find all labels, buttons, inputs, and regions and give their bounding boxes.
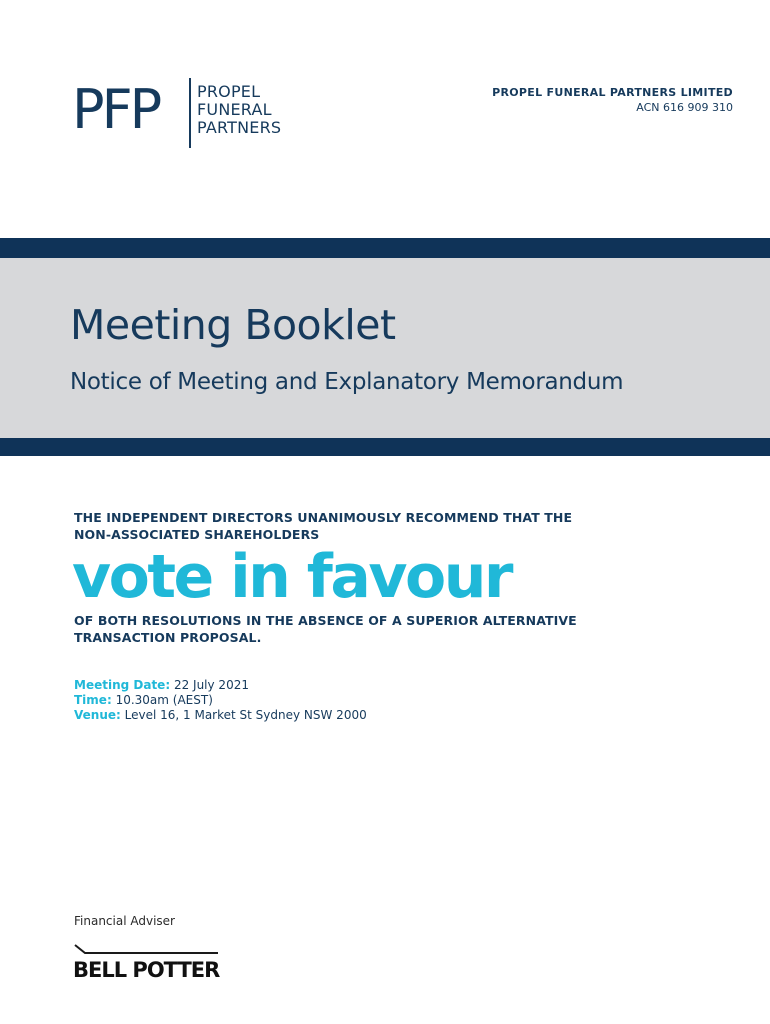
banner-bottom-stripe	[0, 438, 770, 456]
bell-potter-logo: BELL POTTER	[73, 958, 220, 982]
document-title: Meeting Booklet	[70, 301, 396, 349]
recommendation-line: THE INDEPENDENT DIRECTORS UNANIMOUSLY RECOMMEND THAT THE	[74, 510, 573, 525]
banner-top-stripe	[0, 238, 770, 258]
logo-word: PROPEL	[197, 82, 261, 101]
logo-divider	[189, 78, 191, 148]
financial-adviser-label: Financial Adviser	[74, 914, 175, 928]
bell-potter-rule	[94, 952, 218, 954]
company-name: PROPEL FUNERAL PARTNERS LIMITED	[492, 86, 733, 99]
recommendation-line: NON-ASSOCIATED SHAREHOLDERS	[74, 527, 320, 542]
meeting-date	[74, 678, 367, 693]
logo-wordmark	[197, 83, 281, 137]
recommendation-line: TRANSACTION PROPOSAL.	[74, 630, 262, 645]
logo-mark: PFP	[72, 78, 160, 141]
meeting-date-label: Meeting Date:	[74, 678, 171, 692]
meeting-date-value: 22 July 2021	[173, 678, 249, 692]
document-subtitle: Notice of Meeting and Explanatory Memorandum	[70, 369, 624, 395]
meeting-venue	[74, 708, 367, 723]
recommendation-line: OF BOTH RESOLUTIONS IN THE ABSENCE OF A SUPERIOR ALTERNATIVE	[74, 613, 577, 628]
vote-in-favour-headline: vote in favour	[72, 542, 511, 612]
recommendation-outro	[74, 612, 614, 646]
meeting-details	[74, 678, 367, 723]
meeting-venue-label: Venue:	[74, 708, 121, 722]
meeting-time	[74, 693, 367, 708]
meeting-time-label: Time:	[74, 693, 112, 707]
logo-word: FUNERAL	[197, 100, 272, 119]
company-info	[492, 85, 733, 115]
bell-potter-mark-icon	[74, 944, 96, 954]
logo-word: PARTNERS	[197, 118, 282, 137]
company-acn: ACN 616 909 310	[636, 101, 733, 114]
meeting-time-value: 10.30am (AEST)	[115, 693, 213, 707]
meeting-venue-value: Level 16, 1 Market St Sydney NSW 2000	[124, 708, 367, 722]
recommendation-intro	[74, 509, 614, 543]
